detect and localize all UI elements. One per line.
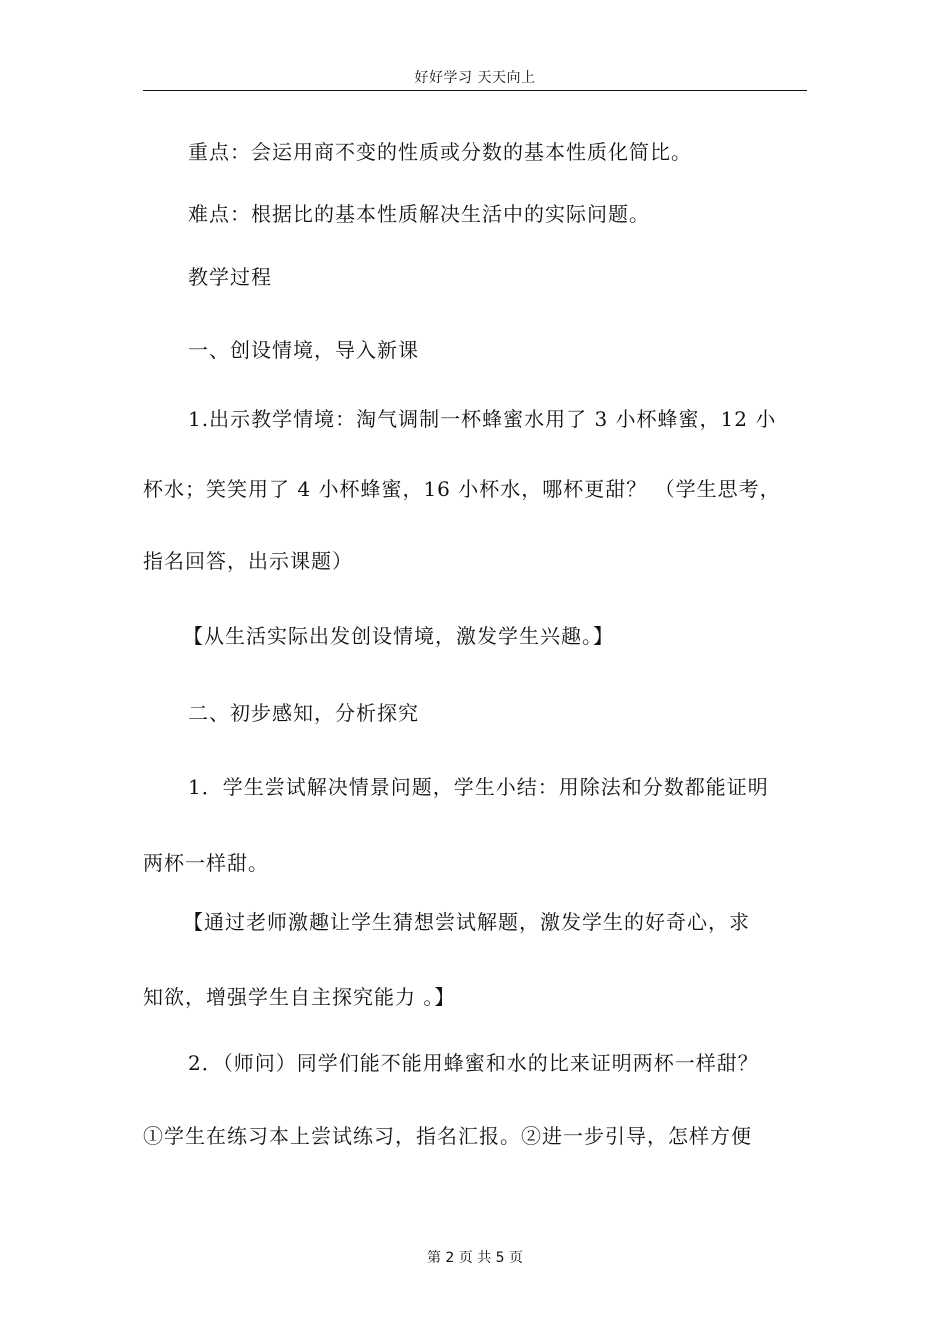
paragraph-line: 1.出示教学情境：淘气调制一杯蜂蜜水用了 3 小杯蜂蜜，12 小 <box>188 407 777 431</box>
teaching-note: 【从生活实际出发创设情境，激发学生兴趣。】 <box>183 624 614 648</box>
section-title-teaching-process: 教学过程 <box>188 265 272 289</box>
teaching-note: 【通过老师激趣让学生猜想尝试解题，激发学生的好奇心，求 <box>183 910 750 934</box>
paragraph-line: 指名回答，出示课题） <box>143 549 353 573</box>
section-heading-1: 一、创设情境，导入新课 <box>188 338 419 362</box>
section-heading-2: 二、初步感知，分析探究 <box>188 701 419 725</box>
header-divider <box>143 90 807 91</box>
paragraph-line: 2．（师问）同学们能不能用蜂蜜和水的比来证明两杯一样甜？ <box>188 1051 759 1075</box>
paragraph-line: ①学生在练习本上尝试练习，指名汇报。②进一步引导，怎样方便 <box>143 1124 752 1148</box>
page-header: 好好学习 天天向上 <box>414 70 536 86</box>
key-point-line: 重点：会运用商不变的性质或分数的基本性质化简比。 <box>188 140 692 164</box>
page-number-footer: 第 2 页 共 5 页 <box>426 1250 524 1266</box>
paragraph-line: 杯水；笑笑用了 4 小杯蜂蜜，16 小杯水，哪杯更甜？ （学生思考， <box>143 477 781 501</box>
paragraph-line: 两杯一样甜。 <box>143 851 269 875</box>
difficulty-line: 难点：根据比的基本性质解决生活中的实际问题。 <box>188 202 650 226</box>
teaching-note-continued: 知欲，增强学生自主探究能力 。】 <box>143 985 456 1009</box>
paragraph-line: 1．学生尝试解决情景问题，学生小结：用除法和分数都能证明 <box>188 775 769 799</box>
